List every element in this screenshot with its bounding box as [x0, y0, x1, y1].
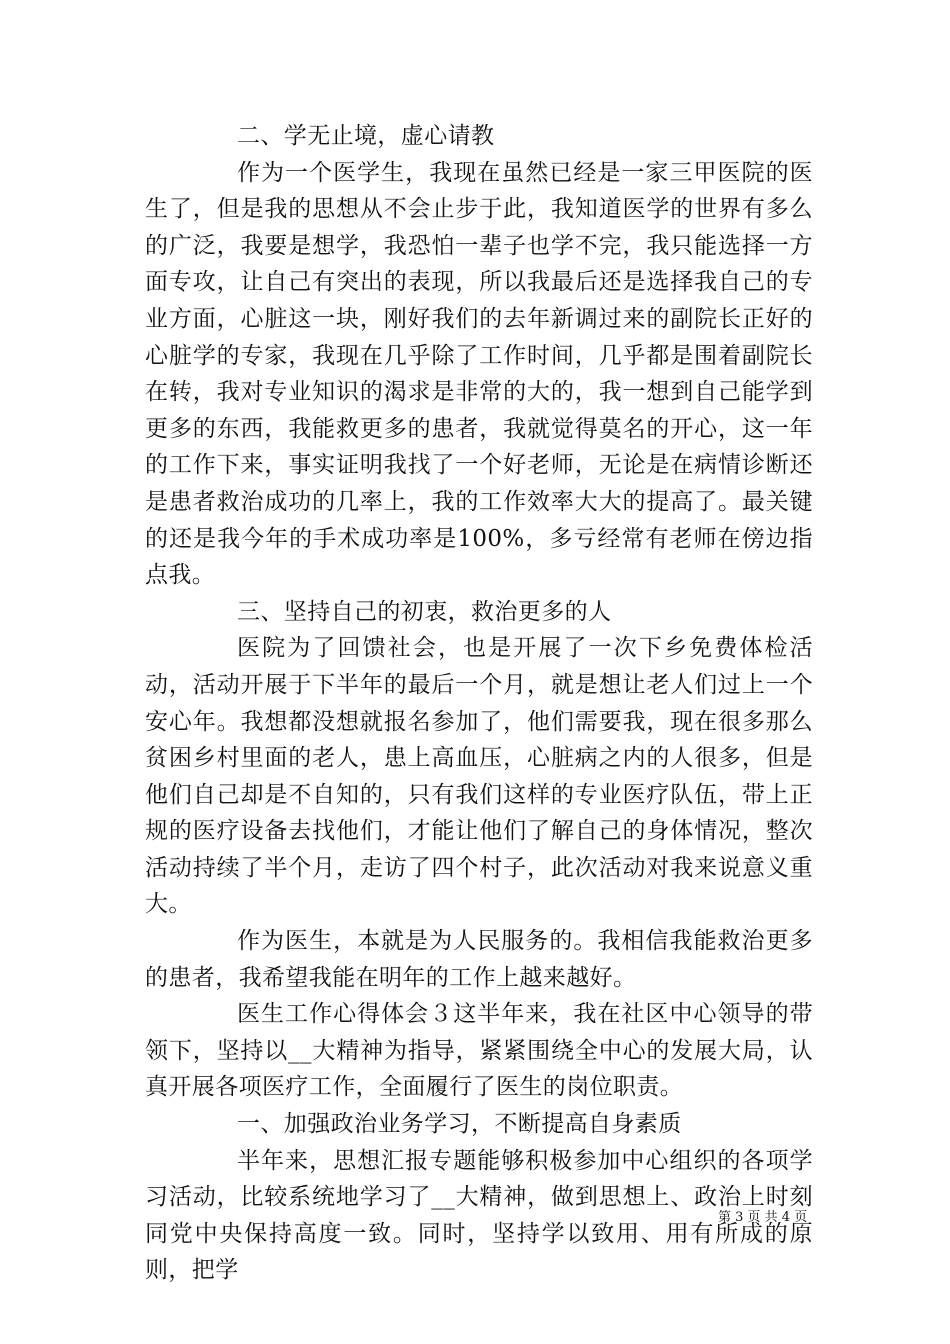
page-number: 第 3 页 共 4 页 [718, 1210, 808, 1225]
paragraph-political-study: 半年来，思想汇报专题能够积极参加中心组织的各项学习活动，比较系统地学习了__大精神，做到思想上、政治上时刻同党中央保持高度一致。同时，坚持学以致用、用有所成的原则，把学 [145, 1147, 813, 1284]
document-body [145, 118, 813, 1289]
paragraph-essay-3-intro: 医生工作心得体会３这半年来，我在社区中心领导的带领下，坚持以__大精神为指导，紧紧围绕全中心的发展大局，认真开展各项医疗工作，全面履行了医生的岗位职责。 [145, 1001, 813, 1101]
paragraph-outreach: 医院为了回馈社会，也是开展了一次下乡免费体检活动，活动开展于下半年的最后一个月，就是想让老人们过上一个安心年。我想都没想就报名参加了，他们需要我，现在很多那么贫困乡村里面的老人，患上高血压，心脏病之内的人很多，但是他们自己却是不自知的，只有我们这样的专业医疗队伍，带上正规的医疗设备去找他们，才能让他们了解自己的身体情况，整次活动持续了半个月，走访了四个村子，此次活动对我来说意义重大。 [145, 635, 813, 918]
section-heading-1: 一、加强政治业务学习，不断提高自身素质 [237, 1111, 682, 1138]
section-heading-3: 三、坚持自己的初衷，救治更多的人 [237, 598, 612, 625]
paragraph-conclusion: 作为医生，本就是为人民服务的。我相信我能救治更多的患者，我希望我能在明年的工作上越来越好。 [145, 928, 813, 991]
section-heading-2: 二、学无止境，虚心请教 [237, 123, 495, 149]
paragraph-study: 作为一个医学生，我现在虽然已经是一家三甲医院的医生了，但是我的思想从不会止步于此，我知道医学的世界有多么的广泛，我要是想学，我恐怕一辈子也学不完，我只能选择一方面专攻，让自己有突出的表现，所以我最后还是选择我自己的专业方面，心脏这一块，刚好我们的去年新调过来的副院长正好的心脏学的专家，我现在几乎除了工作时间，几乎都是围着副院长在转，我对专业知识的渴求是非常的大的，我一想到自己能学到更多的东西，我能救更多的患者，我就觉得莫名的开心，这一年的工作下来，事实证明我找了一个好老师，无论是在病情诊断还是患者救治成功的几率上，我的工作效率大大的提高了。最关键的还是我今年的手术成功率是100%，多亏经常有老师在傍边指点我。 [145, 159, 813, 589]
